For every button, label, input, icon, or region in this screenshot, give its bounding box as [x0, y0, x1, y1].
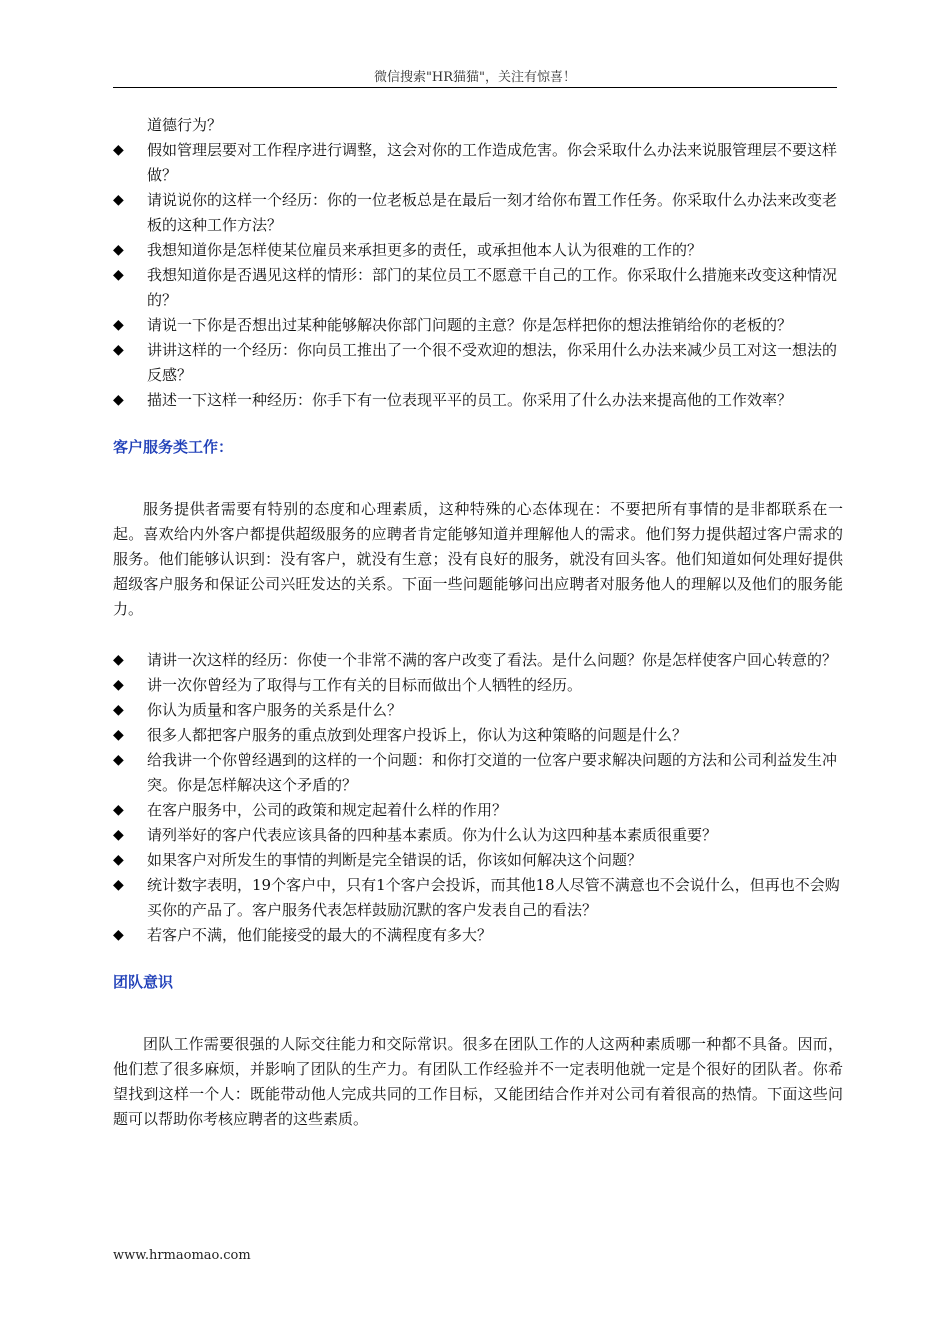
diamond-bullet-icon: ◆	[113, 342, 124, 358]
list-item: ◆ 请讲一次这样的经历：你使一个非常不满的客户改变了看法。是什么问题？你是怎样使客户回心转意的？	[113, 648, 843, 673]
diamond-bullet-icon: ◆	[113, 752, 124, 768]
list-item: ◆ 如果客户对所发生的事情的判断是完全错误的话，你该如何解决这个问题？	[113, 848, 843, 873]
diamond-bullet-icon: ◆	[113, 652, 124, 668]
list-item: ◆ 描述一下这样一种经历：你手下有一位表现平平的员工。你采用了什么办法来提高他的工作效率？	[113, 388, 843, 413]
diamond-bullet-icon: ◆	[113, 192, 124, 208]
continued-text: 道德行为？	[147, 116, 223, 134]
diamond-bullet-icon: ◆	[113, 827, 124, 843]
customer-service-intro: 服务提供者需要有特别的态度和心理素质，这种特殊的心态体现在：不要把所有事情的是非都联系在一起。喜欢给内外客户都提供超级服务的应聘者肯定能够知道并理解他人的需求。他们努力提供超过客户需求的服务。他们能够认识到：没有客户，就没有生意；没有良好的服务，就没有回头客。他们知道如何处理好提供超级客户服务和保证公司兴旺发达的关系。下面一些问题能够问出应聘者对服务他人的理解以及他们的服务能力。	[113, 500, 843, 618]
footer-url: www.hrmaomao.com	[113, 1248, 251, 1263]
diamond-bullet-icon: ◆	[113, 802, 124, 818]
list-item: ◆ 假如管理层要对工作程序进行调整，这会对你的工作造成危害。你会采取什么办法来说服管理层不要这样做？	[113, 138, 843, 188]
customer-service-question-list	[113, 648, 843, 948]
diamond-bullet-icon: ◆	[113, 852, 124, 868]
list-item: ◆ 在客户服务中，公司的政策和规定起着什么样的作用？	[113, 798, 843, 823]
diamond-bullet-icon: ◆	[113, 877, 124, 893]
list-item: ◆ 统计数字表明，19个客户中，只有1个客户会投诉，而其他18人尽管不满意也不会说什么，但再也不会购买你的产品了。客户服务代表怎样鼓励沉默的客户发表自己的看法？	[113, 873, 843, 923]
section-title-customer-service: 客户服务类工作：	[113, 438, 234, 456]
diamond-bullet-icon: ◆	[113, 927, 124, 943]
diamond-bullet-icon: ◆	[113, 242, 124, 258]
document-body	[113, 113, 843, 1132]
page-header: 微信搜索"HR猫猫"，关注有惊喜！	[373, 70, 577, 85]
list-item: ◆ 请说说你的这样一个经历：你的一位老板总是在最后一刻才给你布置工作任务。你采取什么办法来改变老板的这种工作方法？	[113, 188, 843, 238]
list-item: ◆ 讲讲这样的一个经历：你向员工推出了一个很不受欢迎的想法，你采用什么办法来减少员工对这一想法的反感？	[113, 338, 843, 388]
list-item: ◆ 很多人都把客户服务的重点放到处理客户投诉上，你认为这种策略的问题是什么？	[113, 723, 843, 748]
list-item: ◆ 你认为质量和客户服务的关系是什么？	[113, 698, 843, 723]
diamond-bullet-icon: ◆	[113, 702, 124, 718]
diamond-bullet-icon: ◆	[113, 727, 124, 743]
list-item: ◆ 若客户不满，他们能接受的最大的不满程度有多大？	[113, 923, 843, 948]
list-item: ◆ 请说一下你是否想出过某种能够解决你部门问题的主意？你是怎样把你的想法推销给你的老板的？	[113, 313, 843, 338]
diamond-bullet-icon: ◆	[113, 392, 124, 408]
list-item: ◆ 给我讲一个你曾经遇到的这样的一个问题：和你打交道的一位客户要求解决问题的方法和公司利益发生冲突。你是怎样解决这个矛盾的？	[113, 748, 843, 798]
team-intro: 团队工作需要很强的人际交往能力和交际常识。很多在团队工作的人这两种素质哪一种都不具备。因而，他们惹了很多麻烦，并影响了团队的生产力。有团队工作经验并不一定表明他就一定是个很好的团队者。你希望找到这样一个人：既能带动他人完成共同的工作目标，又能团结合作并对公司有着很高的热情。下面这些问题可以帮助你考核应聘者的这些素质。	[113, 1035, 843, 1128]
list-item: ◆ 请列举好的客户代表应该具备的四种基本素质。你为什么认为这四种基本素质很重要？	[113, 823, 843, 848]
diamond-bullet-icon: ◆	[113, 317, 124, 333]
list-item: ◆ 我想知道你是怎样使某位雇员来承担更多的责任，或承担他本人认为很难的工作的？	[113, 238, 843, 263]
section-title-team: 团队意识	[113, 973, 174, 991]
list-item: ◆ 我想知道你是否遇见这样的情形：部门的某位员工不愿意干自己的工作。你采取什么措施来改变这种情况的？	[113, 263, 843, 313]
diamond-bullet-icon: ◆	[113, 267, 124, 283]
diamond-bullet-icon: ◆	[113, 677, 124, 693]
header-divider	[113, 87, 837, 88]
list-item: ◆ 讲一次你曾经为了取得与工作有关的目标而做出个人牺牲的经历。	[113, 673, 843, 698]
diamond-bullet-icon: ◆	[113, 142, 124, 158]
management-question-list	[113, 138, 843, 413]
